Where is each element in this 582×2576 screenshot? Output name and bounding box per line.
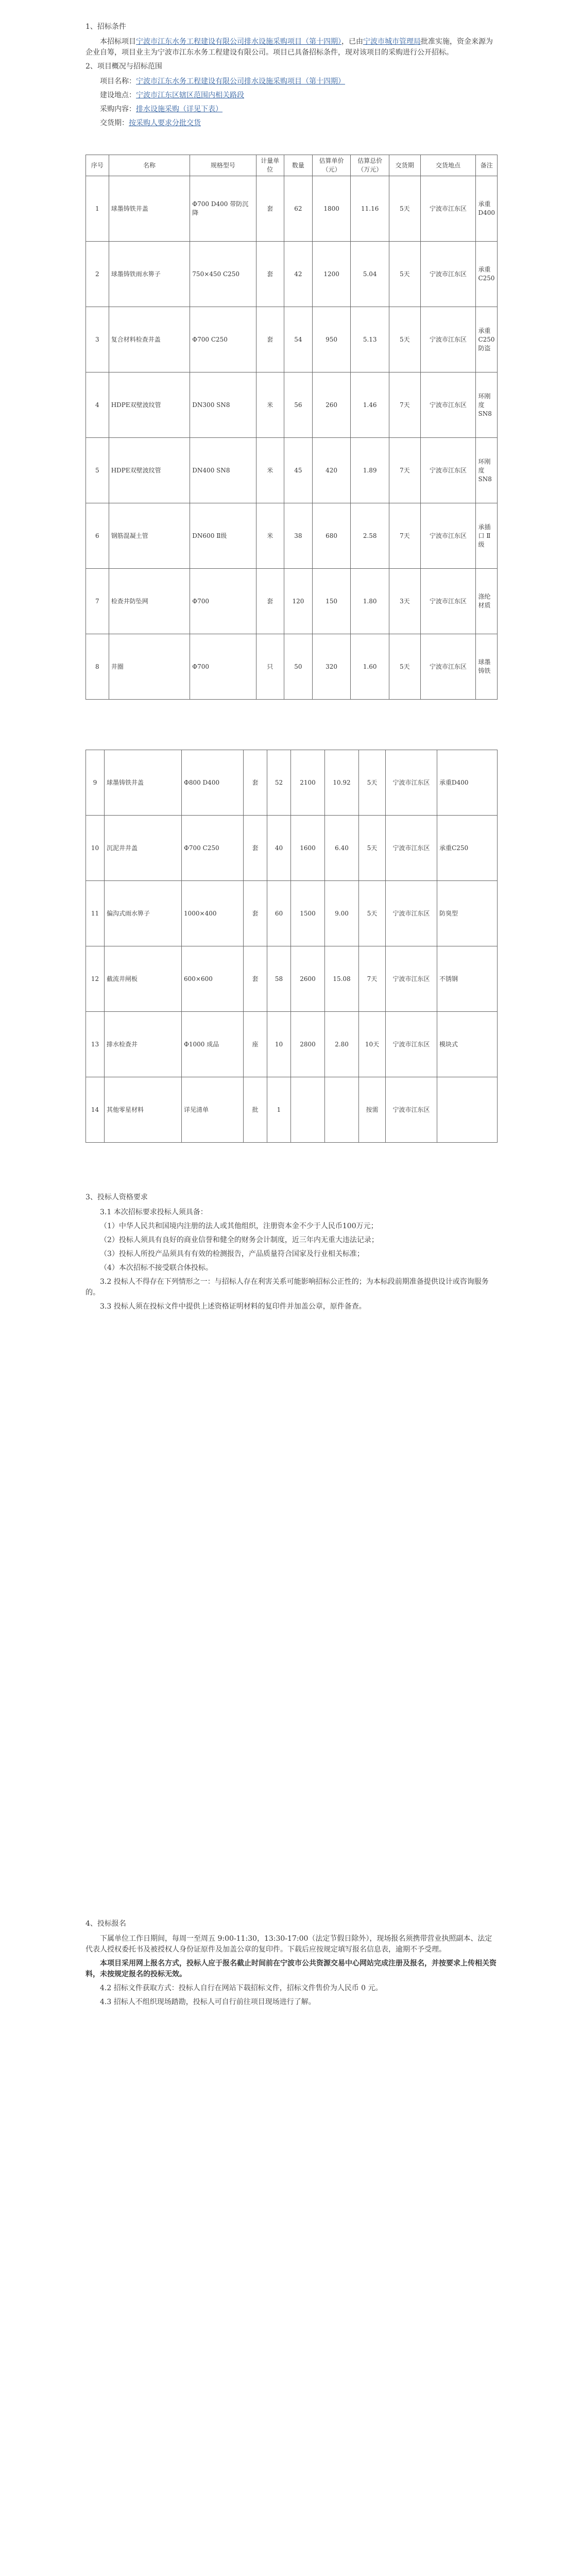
label: 采购内容： (100, 105, 136, 113)
p1-post: 批准实施，资金来源为企业自筹，项目业主为宁波市江东水务工程建设有限公司。项目已具备招标条件，现对该项目的采购进行公开招标。 (85, 38, 493, 57)
table-cell: 环刚度SN8 (476, 438, 498, 503)
table-cell: 宁波市江东区 (386, 1012, 437, 1077)
table-cell: 宁波市江东区 (420, 569, 476, 634)
table-row (86, 307, 498, 372)
col-header: 估算单价（元） (312, 155, 351, 176)
table-cell: 宁波市江东区 (420, 438, 476, 503)
label: 建设地点： (100, 91, 136, 99)
table-row (86, 176, 498, 242)
table-cell: 详见清单 (182, 1077, 244, 1143)
section3-sub: 3.1 本次招标要求投标人须具备： (100, 1208, 208, 1216)
table-cell: 7 (86, 569, 109, 634)
table-cell: 1 (267, 1077, 291, 1143)
col-header: 数量 (284, 155, 313, 176)
table-cell: 10.92 (325, 750, 359, 816)
table-cell (325, 1077, 359, 1143)
table-cell: Φ700 D400 带防沉降 (190, 176, 256, 242)
table-cell: 7天 (389, 503, 421, 569)
table-cell: 56 (284, 372, 313, 438)
table-cell: 11.16 (351, 176, 389, 242)
table-cell: DN600 Ⅱ级 (190, 503, 256, 569)
table-cell: 米 (256, 372, 284, 438)
table-cell: 钢筋混凝土管 (109, 503, 190, 569)
table-cell: 38 (284, 503, 313, 569)
table-cell: 950 (312, 307, 351, 372)
table-cell: 1.46 (351, 372, 389, 438)
table-cell: 宁波市江东区 (386, 816, 437, 881)
registration-p2: 本项目采用网上报名方式，投标人应于报名截止时间前在宁波市公共资源交易中心网站完成注册及报名，并按要求上传相关资料，未按规定报名的投标无效。 (85, 1959, 497, 1978)
section1-paragraph (85, 37, 498, 58)
table-header-row (86, 155, 498, 176)
section-registration (85, 1917, 498, 2011)
table-cell: 6 (86, 503, 109, 569)
table-cell: 7天 (389, 438, 421, 503)
table-cell: 沉泥井井盖 (105, 816, 182, 881)
table-cell: 球墨铸铁雨水箅子 (109, 242, 190, 307)
col-header: 估算总价（万元） (351, 155, 389, 176)
col-header: 规格型号 (190, 155, 256, 176)
value: 宁波市江东水务工程建设有限公司排水设施采购项目（第十四期） (136, 77, 345, 86)
table-cell: 10天 (359, 1012, 386, 1077)
table-cell: DN300 SN8 (190, 372, 256, 438)
table-cell: 井圈 (109, 634, 190, 700)
table-cell: 2.80 (325, 1012, 359, 1077)
table-cell: 2600 (291, 946, 325, 1012)
table-cell: 5天 (389, 242, 421, 307)
table-cell: 5 (86, 438, 109, 503)
table-cell: 1.80 (351, 569, 389, 634)
table-row (86, 634, 498, 700)
value: 宁波市江东区辖区范围内相关路段 (136, 91, 244, 99)
table-cell: 60 (267, 881, 291, 946)
table-cell: 2.58 (351, 503, 389, 569)
table-cell: 320 (312, 634, 351, 700)
table-cell: 5天 (359, 750, 386, 816)
table-cell: 套 (256, 242, 284, 307)
table-cell: 套 (244, 750, 267, 816)
table-cell: 5天 (389, 307, 421, 372)
table-row (86, 1077, 498, 1143)
qual-item: 3.2 投标人不得存在下列情形之一：与招标人存在利害关系可能影响招标公正性的；为本标段前期准备提供设计或咨询服务的。 (85, 1278, 489, 1297)
table-cell: 宁波市江东区 (386, 750, 437, 816)
table-cell: 承插口 Ⅱ级 (476, 503, 498, 569)
section1-heading: 1、招标条件 (85, 23, 126, 31)
table-cell: 宁波市江东区 (386, 1077, 437, 1143)
table-cell: 45 (284, 438, 313, 503)
table-cell: 5天 (359, 881, 386, 946)
table-cell: 宁波市江东区 (420, 176, 476, 242)
table-cell: 承重C250 (437, 816, 498, 881)
table-cell: 50 (284, 634, 313, 700)
procurement-table (85, 155, 498, 700)
table-cell: 2100 (291, 750, 325, 816)
table-cell: 承重C250 防盗 (476, 307, 498, 372)
table-cell: 7天 (359, 946, 386, 1012)
label: 交货期： (100, 119, 129, 127)
table-cell: 5.13 (351, 307, 389, 372)
section-qualification (85, 1190, 498, 1315)
table-cell: 不锈钢 (437, 946, 498, 1012)
table-cell: 5天 (389, 634, 421, 700)
registration-p3: 4.2 招标文件获取方式：投标人自行在网站下载招标文件，招标文件售价为人民币 0 元。 (100, 1984, 383, 1992)
table-cell: 4 (86, 372, 109, 438)
table-cell: 42 (284, 242, 313, 307)
col-header: 名称 (109, 155, 190, 176)
table-cell: 1500 (291, 881, 325, 946)
table-cell: 750×450 C250 (190, 242, 256, 307)
table-cell: 宁波市江东区 (420, 634, 476, 700)
table-cell: 米 (256, 438, 284, 503)
table-cell (437, 1077, 498, 1143)
table-cell: 套 (244, 946, 267, 1012)
item-scope (85, 104, 498, 115)
table-row (86, 1012, 498, 1077)
table-cell: 承重D400 (437, 750, 498, 816)
table-cell: 2800 (291, 1012, 325, 1077)
section2-heading: 2、项目概况与招标范围 (85, 62, 162, 71)
table-cell: 14 (86, 1077, 105, 1143)
table-cell: 5天 (359, 816, 386, 881)
table-row (86, 242, 498, 307)
table-cell: 按需 (359, 1077, 386, 1143)
table-cell: 3天 (389, 569, 421, 634)
value: 按采购人要求分批交货 (129, 119, 201, 127)
table-cell: 1000×400 (182, 881, 244, 946)
label: 项目名称： (100, 77, 136, 86)
table-cell: 1.60 (351, 634, 389, 700)
table-cell: DN400 SN8 (190, 438, 256, 503)
table-cell: 承重D400 (476, 176, 498, 242)
table-row (86, 750, 498, 816)
table-cell: 13 (86, 1012, 105, 1077)
p1-mid: ，已由 (341, 38, 363, 46)
table-row (86, 503, 498, 569)
table-row (86, 881, 498, 946)
table-cell: 球墨铸铁 (476, 634, 498, 700)
table-cell: 62 (284, 176, 313, 242)
table-cell: 检查井防坠网 (109, 569, 190, 634)
table-cell: 1800 (312, 176, 351, 242)
table-cell: 套 (256, 307, 284, 372)
section-intro (85, 20, 498, 132)
qual-item: （2）投标人须具有良好的商业信誉和健全的财务会计制度，近三年内无重大违法记录； (100, 1236, 379, 1244)
table-cell: 宁波市江东区 (420, 372, 476, 438)
table-cell: 球墨铸铁井盖 (105, 750, 182, 816)
table-cell: 承重C250 (476, 242, 498, 307)
table-cell: 3 (86, 307, 109, 372)
table-cell: 套 (256, 176, 284, 242)
project-name-link: 宁波市江东水务工程建设有限公司排水设施采购项目（第十四期） (136, 38, 341, 46)
col-header: 备注 (476, 155, 498, 176)
procurement-table-part2 (85, 750, 498, 1143)
col-header: 交货地点 (420, 155, 476, 176)
table-cell: 宁波市江东区 (420, 307, 476, 372)
table-cell: 10 (267, 1012, 291, 1077)
table-cell: 涤纶材质 (476, 569, 498, 634)
table-cell: Φ700 C250 (190, 307, 256, 372)
table-cell: 1.89 (351, 438, 389, 503)
table-cell: 11 (86, 881, 105, 946)
table-cell: 环刚度SN8 (476, 372, 498, 438)
table-cell: Φ700 (190, 569, 256, 634)
table-cell: 52 (267, 750, 291, 816)
table-cell: 9.00 (325, 881, 359, 946)
table-cell: 150 (312, 569, 351, 634)
table-cell: 1600 (291, 816, 325, 881)
table-cell: Φ700 C250 (182, 816, 244, 881)
table-cell: 套 (244, 816, 267, 881)
procurement-table-continued (85, 750, 498, 1143)
table-cell: 套 (256, 569, 284, 634)
table-cell: HDPE双壁波纹管 (109, 372, 190, 438)
table-cell: 宁波市江东区 (420, 503, 476, 569)
table-cell: 420 (312, 438, 351, 503)
table-cell: 1200 (312, 242, 351, 307)
table-cell: 5.04 (351, 242, 389, 307)
table-row (86, 372, 498, 438)
table-cell: 5天 (389, 176, 421, 242)
p1-pre: 本招标项目 (100, 38, 136, 46)
col-header: 序号 (86, 155, 109, 176)
col-header: 计量单位 (256, 155, 284, 176)
value: 排水设施采购（详见下表） (136, 105, 222, 113)
qual-item: （3）投标人所投产品须具有有效的检测报告，产品质量符合国家及行业相关标准； (100, 1250, 364, 1258)
table-cell: 防臭型 (437, 881, 498, 946)
table-cell: 9 (86, 750, 105, 816)
table-cell: 米 (256, 503, 284, 569)
table-cell: 模块式 (437, 1012, 498, 1077)
table-cell: 其他零星材料 (105, 1077, 182, 1143)
table-cell: 批 (244, 1077, 267, 1143)
table-cell: Φ800 D400 (182, 750, 244, 816)
qual-item: （1）中华人民共和国境内注册的法人或其他组织，注册资本金不少于人民币100万元； (100, 1222, 378, 1230)
col-header: 交货期 (389, 155, 421, 176)
table-cell: 12 (86, 946, 105, 1012)
table-row (86, 438, 498, 503)
table-cell: 8 (86, 634, 109, 700)
table-cell: 15.08 (325, 946, 359, 1012)
table-cell: 600×600 (182, 946, 244, 1012)
qual-item: 3.3 投标人须在投标文件中提供上述资格证明材料的复印件并加盖公章，原件备查。 (100, 1302, 366, 1311)
section3-heading: 3、投标人资格要求 (85, 1193, 148, 1201)
table-cell: HDPE双壁波纹管 (109, 438, 190, 503)
table-cell: 偏沟式雨水箅子 (105, 881, 182, 946)
table-cell: 680 (312, 503, 351, 569)
table-cell: 宁波市江东区 (386, 881, 437, 946)
table-cell: 120 (284, 569, 313, 634)
table-cell: 宁波市江东区 (386, 946, 437, 1012)
table-cell: 1 (86, 176, 109, 242)
table-cell: 7天 (389, 372, 421, 438)
table-cell: 球墨铸铁井盖 (109, 176, 190, 242)
table-cell: 6.40 (325, 816, 359, 881)
table-cell: 宁波市江东区 (420, 242, 476, 307)
registration-p1: 下属单位工作日期间，每周一至周五 9:00-11:30，13:30-17:00（法定节假日除外），现场报名须携带营业执照副本、法定代表人授权委托书及被授权人身份证原件及加盖公章的复印件。下载后应按规定填写报名信息表，逾期不予受理。 (85, 1935, 492, 1954)
table-cell: 套 (244, 881, 267, 946)
item-location (85, 90, 498, 101)
table-cell: 54 (284, 307, 313, 372)
table-cell: 复合材料检查井盖 (109, 307, 190, 372)
table-row (86, 946, 498, 1012)
table-cell: 只 (256, 634, 284, 700)
registration-p4: 4.3 招标人不组织现场踏勘，投标人可自行前往项目现场进行了解。 (100, 1998, 316, 2006)
table-cell: 座 (244, 1012, 267, 1077)
item-project-name (85, 76, 498, 87)
table-cell: 2 (86, 242, 109, 307)
table-cell: 截流井闸板 (105, 946, 182, 1012)
table-cell: 10 (86, 816, 105, 881)
qual-item: （4）本次招标不接受联合体投标。 (100, 1264, 213, 1272)
table-cell: 排水检查井 (105, 1012, 182, 1077)
table-cell: 58 (267, 946, 291, 1012)
approver-link: 宁波市城市管理局 (363, 38, 421, 46)
table-row (86, 569, 498, 634)
procurement-table-part1 (85, 155, 498, 700)
table-cell: Φ700 (190, 634, 256, 700)
table-cell (291, 1077, 325, 1143)
table-cell: 260 (312, 372, 351, 438)
table-cell: Φ1000 成品 (182, 1012, 244, 1077)
table-row (86, 816, 498, 881)
table-cell: 40 (267, 816, 291, 881)
section4-heading: 4、投标报名 (85, 1920, 126, 1928)
item-delivery (85, 118, 498, 129)
